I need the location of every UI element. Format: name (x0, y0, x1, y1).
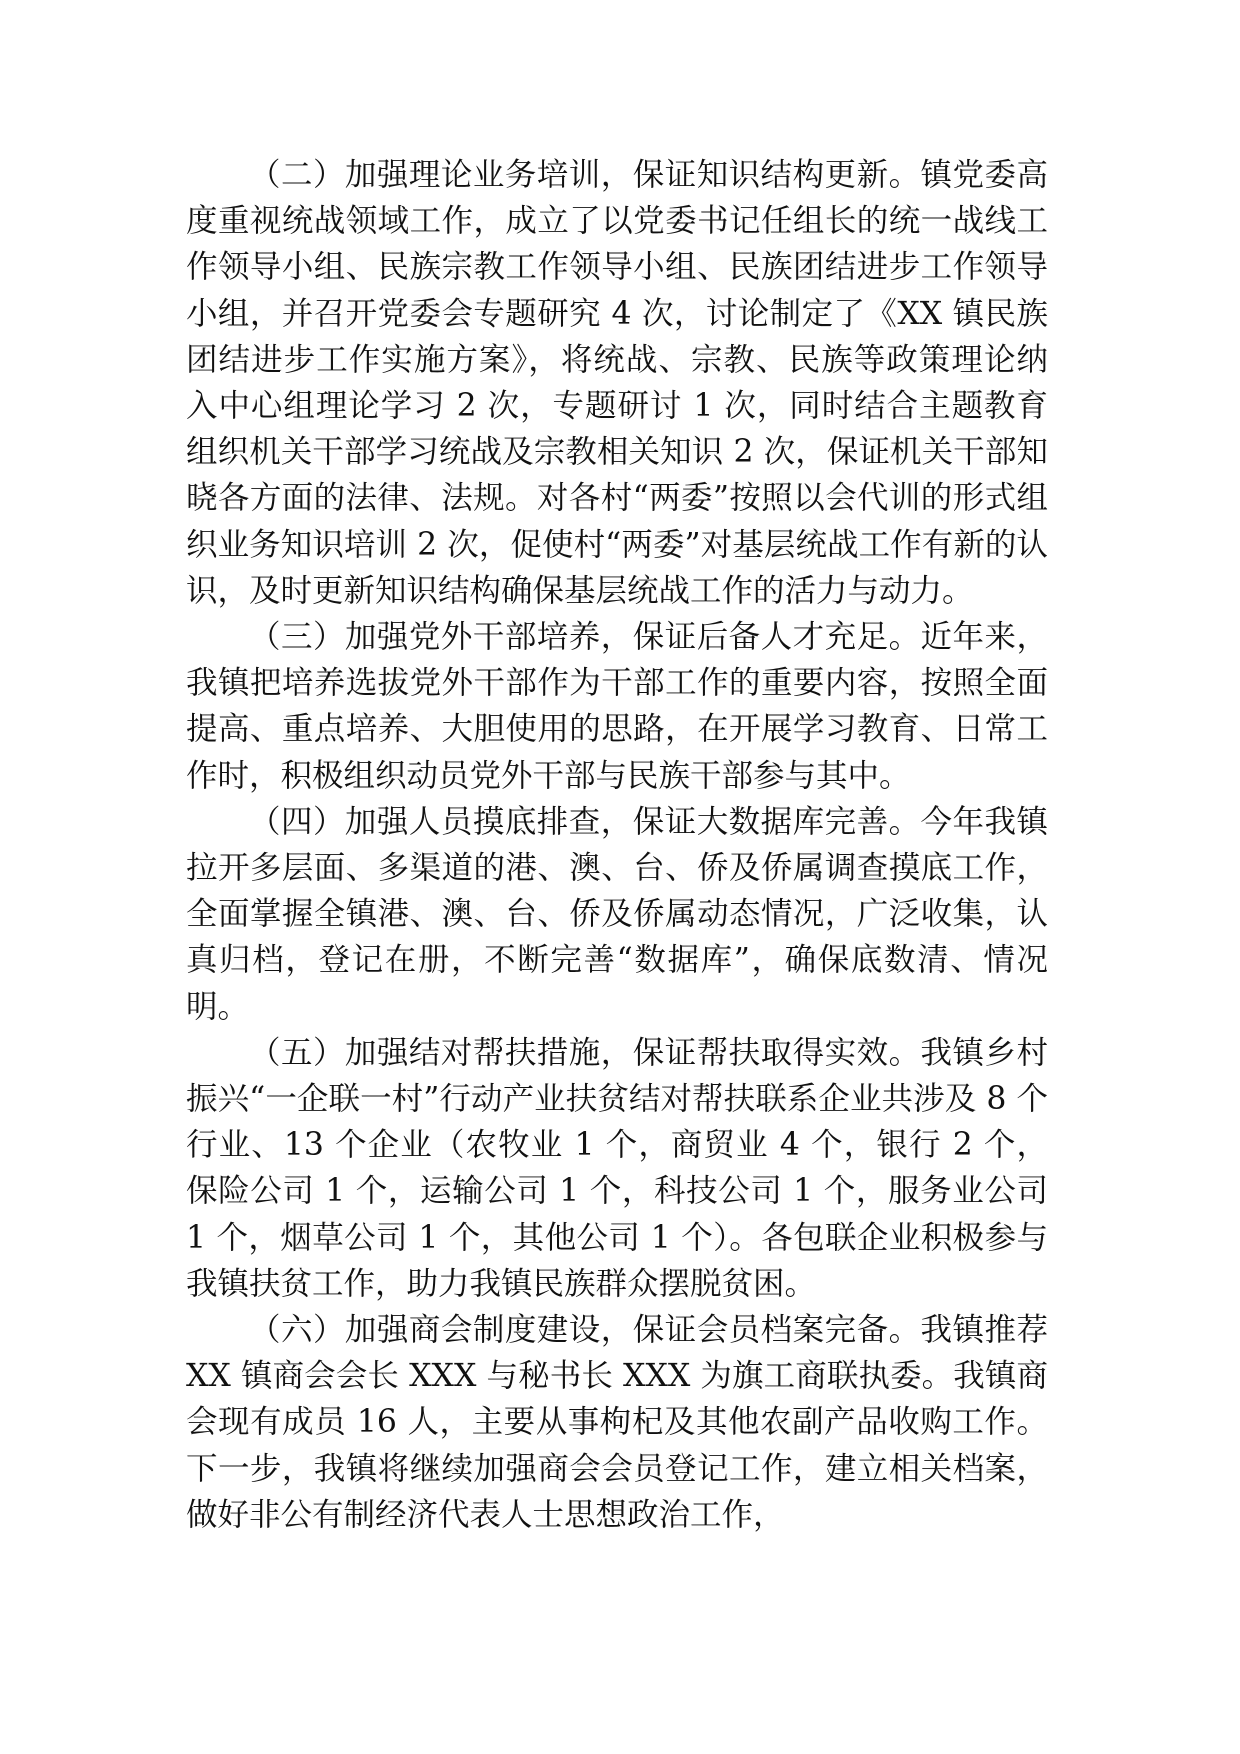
document-body (186, 152, 1048, 1538)
paragraph-cadre-cultivation: （三）加强党外干部培养，保证后备人才充足。近年来，我镇把培养选拔党外干部作为干部工作的重要内容，按照全面提高、重点培养、大胆使用的思路，在开展学习教育、日常工作时，积极组织动员党外干部与民族干部参与其中。 (186, 619, 1048, 794)
paragraph-paired-assistance: （五）加强结对帮扶措施，保证帮扶取得实效。我镇乡村振兴“一企联一村”行动产业扶贫结对帮扶联系企业共涉及 8 个行业、13 个企业（农牧业 1 个，商贸业 4 个，银行 2 个，保险公司 1 个，运输公司 1 个，科技公司 1 个，服务业公司 1 个，烟草公司 1 个，其他公司 1 个）。各包联企业积极参与我镇扶贫工作，助力我镇民族群众摆脱贫困。 (186, 1034, 1048, 1302)
paragraph-training: （二）加强理论业务培训，保证知识结构更新。镇党委高度重视统战领域工作，成立了以党委书记任组长的统一战线工作领导小组、民族宗教工作领导小组、民族团结进步工作领导小组，并召开党委会专题研究 4 次，讨论制定了《XX 镇民族团结进步工作实施方案》，将统战、宗教、民族等政策理论纳入中心组理论学习 2 次，专题研讨 1 次，同时结合主题教育组织机关干部学习统战及宗教相关知识 2 次，保证机关干部知晓各方面的法律、法规。对各村“两委”按照以会代训的形式组织业务知识培训 2 次，促使村“两委”对基层统战工作有新的认识，及时更新知识结构确保基层统战工作的活力与动力。 (186, 157, 1048, 609)
paragraph-chamber-of-commerce: （六）加强商会制度建设，保证会员档案完备。我镇推荐 XX 镇商会会长 XXX 与秘书长 XXX 为旗工商联执委。我镇商会现有成员 16 人，主要从事枸杞及其他农副产品收购工作。下一步，我镇将继续加强商会会员登记工作，建立相关档案，做好非公有制经济代表人士思想政治工作， (186, 1312, 1048, 1533)
paragraph-personnel-survey: （四）加强人员摸底排查，保证大数据库完善。今年我镇拉开多层面、多渠道的港、澳、台、侨及侨属调查摸底工作，全面掌握全镇港、澳、台、侨及侨属动态情况，广泛收集，认真归档，登记在册，不断完善“数据库”，确保底数清、情况明。 (186, 803, 1048, 1025)
